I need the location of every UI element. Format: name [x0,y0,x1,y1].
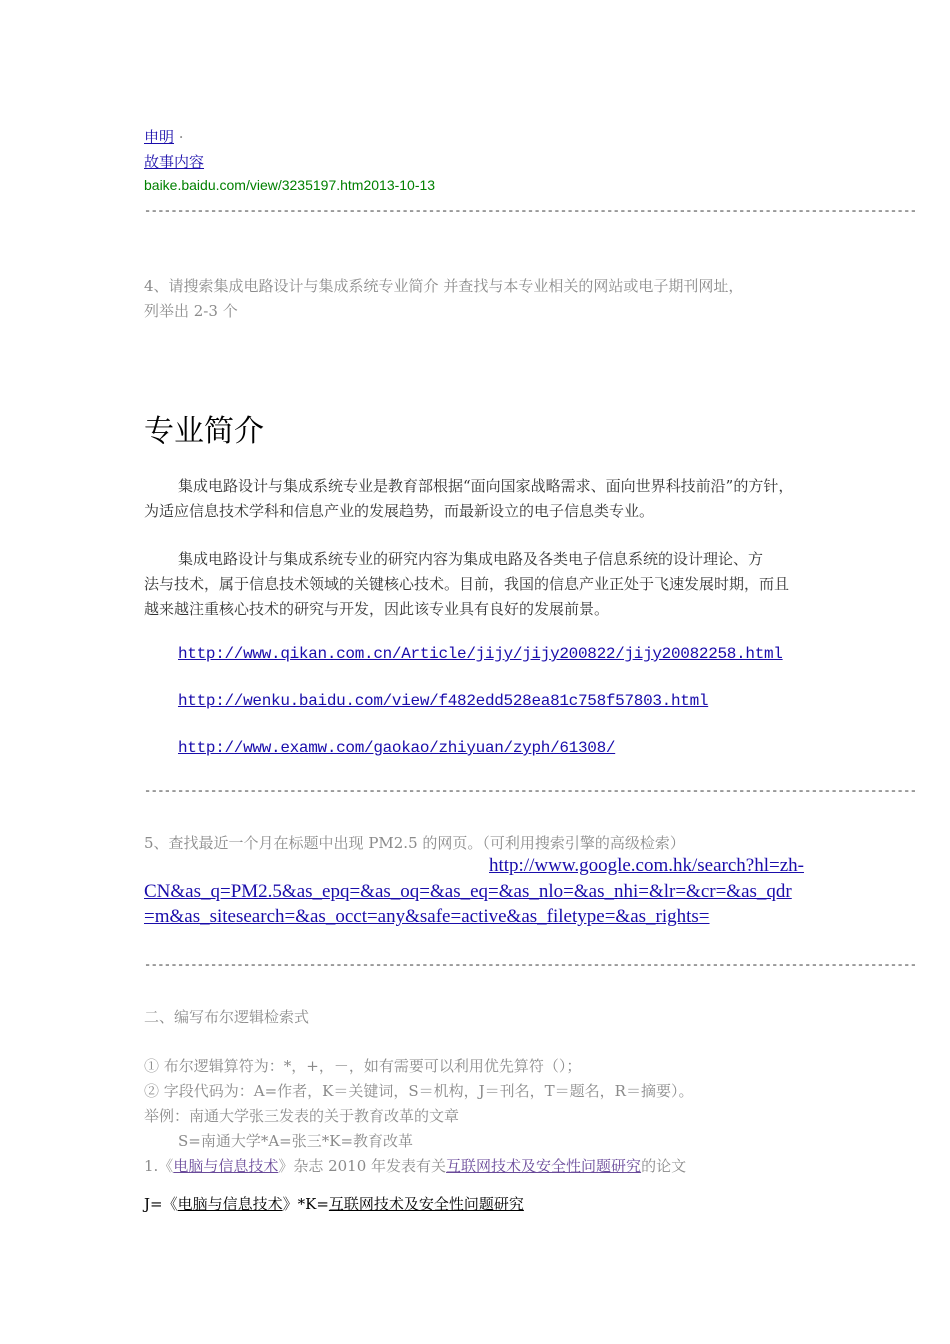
journal-link-wenku[interactable]: http://wenku.baidu.com/view/f482edd528ea81c758f57803.html [178,692,709,710]
answer-1-mid: 》*K= [282,1195,329,1213]
question-4-line1: 4、请搜索集成电路设计与集成系统专业简介 并查找与本专业相关的网站或电子期刊网址， [144,277,744,295]
exercise-1-mid: 》杂志 2010 年发表有关 [278,1157,447,1175]
journal-link-examw[interactable]: http://www.examw.com/gaokao/zhiyuan/zyph/61308/ [178,739,616,757]
question-4-line2: 列举出 2-3 个 [144,302,238,320]
para1-line1: 集成电路设计与集成系统专业是教育部根据“面向国家战略需求、面向世界科技前沿”的方针， [178,477,794,495]
example-expression: S=南通大学*A=张三*K=教育改革 [178,1132,414,1150]
exercise-1-prefix: 1.《 [144,1157,174,1175]
separator-dot: · [178,128,184,146]
para2-line3: 越来越注重核心技术的研究与开发，因此该专业具有良好的发展前景。 [144,600,610,618]
google-search-link-line2[interactable]: CN&as_q=PM2.5&as_epq=&as_oq=&as_eq=&as_nlo=&as_nhi=&lr=&cr=&as_qdr [144,881,792,902]
para2-line2: 法与技术，属于信息技术领域的关键核心技术。目前，我国的信息产业正处于飞速发展时期，而且 [144,575,790,593]
google-search-link-line3[interactable]: =m&as_sitesearch=&as_occt=any&safe=active&as_filetype=&as_rights= [144,906,710,927]
question-5-text: 5、查找最近一个月在标题中出现 PM2.5 的网页。（可利用搜索引擎的高级检索） [144,834,685,852]
result-url: baike.baidu.com/view/3235197.htm [144,177,364,193]
result-date: 2013-10-13 [363,177,436,193]
journal-link-qikan[interactable]: http://www.qikan.com.cn/Article/jijy/jijy200822/jijy20082258.html [178,645,783,663]
exercise-1 [144,1155,686,1176]
google-search-link-line1[interactable]: http://www.google.com.hk/search?hl=zh- [489,855,804,876]
story-link[interactable]: 故事内容 [144,153,205,171]
field-codes-rule: ② 字段代码为：A=作者，K＝关键词，S＝机构，J＝刊名，T＝题名，R＝摘要）。 [144,1082,694,1100]
declaration-link[interactable]: 申明 [144,128,175,146]
result-url-row [144,177,435,193]
boolean-operators-rule: ① 布尔逻辑算符为：*，+，－，如有需要可以利用优先算符（）； [144,1057,582,1075]
exercise-1-suffix: 的论文 [641,1157,687,1175]
answer-1-topic: 互联网技术及安全性问题研究 [328,1195,524,1213]
exercise-1-topic: 互联网技术及安全性问题研究 [446,1157,642,1175]
answer-1 [144,1193,524,1214]
exercise-1-journal: 电脑与信息技术 [173,1157,279,1175]
para2-line1: 集成电路设计与集成系统专业的研究内容为集成电路及各类电子信息系统的设计理论、方 [178,550,764,568]
example-label: 举例：南通大学张三发表的关于教育改革的文章 [144,1107,460,1125]
answer-1-journal: 电脑与信息技术 [177,1195,283,1213]
para1-line2: 为适应信息技术学科和信息产业的发展趋势，而最新设立的电子信息类专业。 [144,502,655,520]
answer-1-prefix: J=《 [144,1195,178,1213]
divider-rule-2: --------------------------------------------------------------------------------------------------------------------- [144,784,917,798]
story-link-row [144,151,204,172]
search-result-links [144,126,184,147]
section2-heading: 二、编写布尔逻辑检索式 [144,1008,310,1026]
divider-rule: --------------------------------------------------------------------------------------------------------------------- [144,204,917,218]
divider-rule-3: --------------------------------------------------------------------------------------------------------------------- [144,958,917,972]
section-title: 专业简介 [144,415,264,448]
